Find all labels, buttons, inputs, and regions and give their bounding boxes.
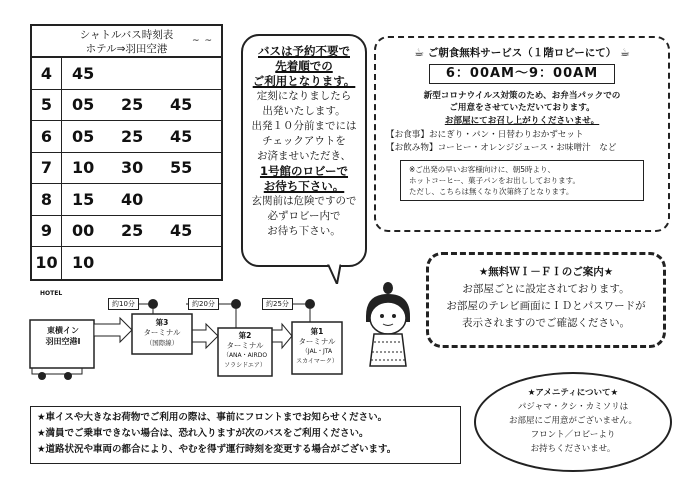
timetable-minutes (62, 190, 170, 209)
breakfast-drink: 【お飲み物】コーヒー・オレンジジュース・お味噌汁 など (386, 142, 617, 153)
terminal3-label (133, 318, 191, 348)
departure-minute: 30 (121, 158, 144, 178)
shuttle-notes (30, 406, 461, 464)
wifi-line: 表示されますのでご確認ください。 (462, 317, 630, 329)
timetable-hour: 8 (32, 184, 62, 215)
timetable-minutes (62, 221, 219, 240)
wifi-line: お部屋ごとに設定されております。 (462, 283, 630, 295)
timetable-row (32, 58, 221, 90)
breakfast-desc: 新型コロナウイルス対策のため、お弁当パックでの (423, 90, 621, 101)
amenity-line: お持ちくださいませ。 (530, 444, 616, 454)
notice-line: 1号館のロビーで (259, 164, 349, 178)
breakfast-title-row (376, 47, 668, 60)
terminal-airlines: スカイマーク） (296, 358, 338, 365)
travel-time-tag: 約25分 (262, 298, 293, 310)
departure-minute: 25 (121, 95, 144, 115)
timetable-minutes (62, 95, 219, 114)
route-arrow (272, 324, 292, 348)
timetable-header (32, 26, 221, 58)
departure-minute: 10 (72, 253, 95, 273)
hotel-name: 羽田空港Ⅰ (45, 337, 81, 346)
departure-minute: 05 (72, 126, 95, 146)
route-arrow (94, 318, 132, 342)
timetable-row (32, 247, 221, 279)
timetable-minutes (62, 127, 219, 146)
bubble-tail (327, 262, 341, 284)
notice-line: 先着順での (275, 59, 333, 73)
timetable-row (32, 216, 221, 248)
departure-minute: 45 (170, 126, 193, 146)
departure-minute: 15 (72, 189, 95, 209)
breakfast-service-box (374, 36, 670, 232)
bus-wheel (38, 372, 46, 380)
hotel-label (32, 325, 94, 347)
wifi-line: お部屋のテレビ画面にＩＤとパスワードが (446, 300, 646, 312)
bus-wheel (64, 372, 72, 380)
travel-time-tag: 約20分 (188, 298, 219, 310)
breakfast-early-note (400, 160, 644, 201)
clock-icon (305, 299, 315, 309)
clock-icon (148, 299, 158, 309)
timetable-rows (32, 58, 221, 279)
terminal-number: 第2 (238, 331, 252, 340)
timetable-route: ホテル⇒羽田空港 (85, 43, 168, 55)
breakfast-menu (376, 129, 668, 154)
departure-minute: 25 (121, 221, 144, 241)
timetable-hour: 4 (32, 58, 62, 89)
terminal-airlines: （国際線） (145, 339, 179, 347)
timetable-hour: 6 (32, 121, 62, 152)
hotel-name: 東横イン (47, 326, 79, 335)
terminal-airlines: ソラシドエア） (224, 362, 266, 369)
shuttle-notice-bubble (241, 34, 367, 267)
timetable-hour: 9 (32, 216, 62, 247)
terminal-number: 第3 (155, 318, 169, 327)
notice-line: バスは予約不要で (258, 44, 350, 58)
timetable-minutes (62, 253, 121, 272)
amenity-line: フロント／ロビーより (530, 430, 616, 440)
departure-minute: 55 (170, 158, 193, 178)
notice-line: 必ずロビー内で (267, 210, 341, 222)
terminal-airlines: （ANA・AIRDO (222, 352, 268, 359)
amenity-info-oval (474, 372, 672, 472)
shuttle-timetable (30, 24, 223, 281)
timetable-hour: 10 (32, 247, 62, 279)
departure-minute: 05 (72, 95, 95, 115)
breakfast-desc: ご用意をさせていただいております。 (449, 103, 595, 113)
wifi-title: ★無料ＷＩ－ＦＩのご案内★ (478, 266, 614, 278)
notice-line: お待ち下さい。 (267, 225, 341, 237)
terminal-name: ターミナル (143, 328, 181, 337)
departure-minute: 40 (121, 189, 144, 209)
terminal-airlines: （JAL・JTA (301, 348, 333, 355)
breakfast-desc: お部屋にてお召し上がりくださいませ。 (444, 115, 600, 126)
terminal1-label (292, 327, 342, 367)
mascot-illustration (360, 282, 416, 372)
departure-minute: 25 (121, 126, 144, 146)
note-item: ★車イスや大きなお荷物でご利用の際は、事前にフロントまでお知らせください。 (37, 412, 388, 423)
timetable-minutes (62, 158, 219, 177)
coffee-cup-icon: ☕ (414, 46, 425, 59)
note-line: ただし、こちらは無くなり次第終了となります。 (409, 187, 574, 196)
departure-minute: 45 (170, 95, 193, 115)
hotel-sign: HOTEL (40, 290, 63, 297)
note-item: ★道路状況や車両の都合により、やむを得ず運行時刻を変更する場合がございます。 (37, 444, 397, 455)
terminal-name: ターミナル (226, 341, 264, 350)
timetable-row (32, 184, 221, 216)
timetable-row (32, 90, 221, 122)
notice-line: お待ち下さい。 (263, 179, 345, 193)
amenity-line: パジャマ・クシ・カミソリは (517, 402, 629, 412)
coffee-cup-icon: ☕ (619, 46, 630, 59)
notice-line: お済ませいただき、 (256, 150, 352, 162)
notice-line: 玄関前は危険ですので (251, 195, 357, 207)
notice-line: 定刻になりましたら (256, 90, 352, 102)
departure-minute: 00 (72, 221, 95, 241)
timetable-title: シャトルバス時刻表 (79, 29, 174, 41)
departure-minute: 10 (72, 158, 95, 178)
amenity-line: お部屋にご用意がございません。 (508, 416, 637, 426)
departure-minute: 45 (170, 221, 193, 241)
breakfast-meal: 【お食事】おにぎり・パン・日替わりおかずセット (386, 130, 584, 140)
timetable-hour: 5 (32, 90, 62, 121)
note-line: ※ご出発の早いお客様向けに、朝5時より、 (409, 165, 556, 174)
route-arrow (192, 324, 218, 348)
amenity-title: ★アメニティについて★ (527, 388, 619, 398)
terminal-number: 第1 (310, 327, 324, 336)
timetable-row (32, 153, 221, 185)
bus-face-icon: ~ ~ (192, 36, 213, 46)
wifi-info-box (426, 252, 666, 348)
travel-time-tag: 約10分 (108, 298, 139, 310)
breakfast-time: 6：00AM～9：00AM (429, 64, 615, 84)
departure-minute: 45 (72, 63, 95, 83)
breakfast-title: ご朝食無料サービス（１階ロビーにて） (427, 47, 617, 59)
timetable-row (32, 121, 221, 153)
clock-icon (231, 299, 241, 309)
note-line: ホットコーヒー、菓子パンをお出ししております。 (409, 176, 580, 185)
notice-line: 出発いたします。 (262, 105, 346, 117)
notice-line: 出発１０分前までには (251, 120, 357, 132)
timetable-minutes (62, 64, 121, 83)
note-item: ★満員でご乗車できない場合は、恐れ入りますが次のバスをご利用ください。 (37, 428, 369, 439)
terminal-name: ターミナル (298, 337, 336, 346)
notice-line: ご利用となります。 (252, 74, 356, 88)
terminal2-label (218, 331, 272, 371)
timetable-hour: 7 (32, 153, 62, 184)
notice-line: チェックアウトを (262, 135, 346, 147)
